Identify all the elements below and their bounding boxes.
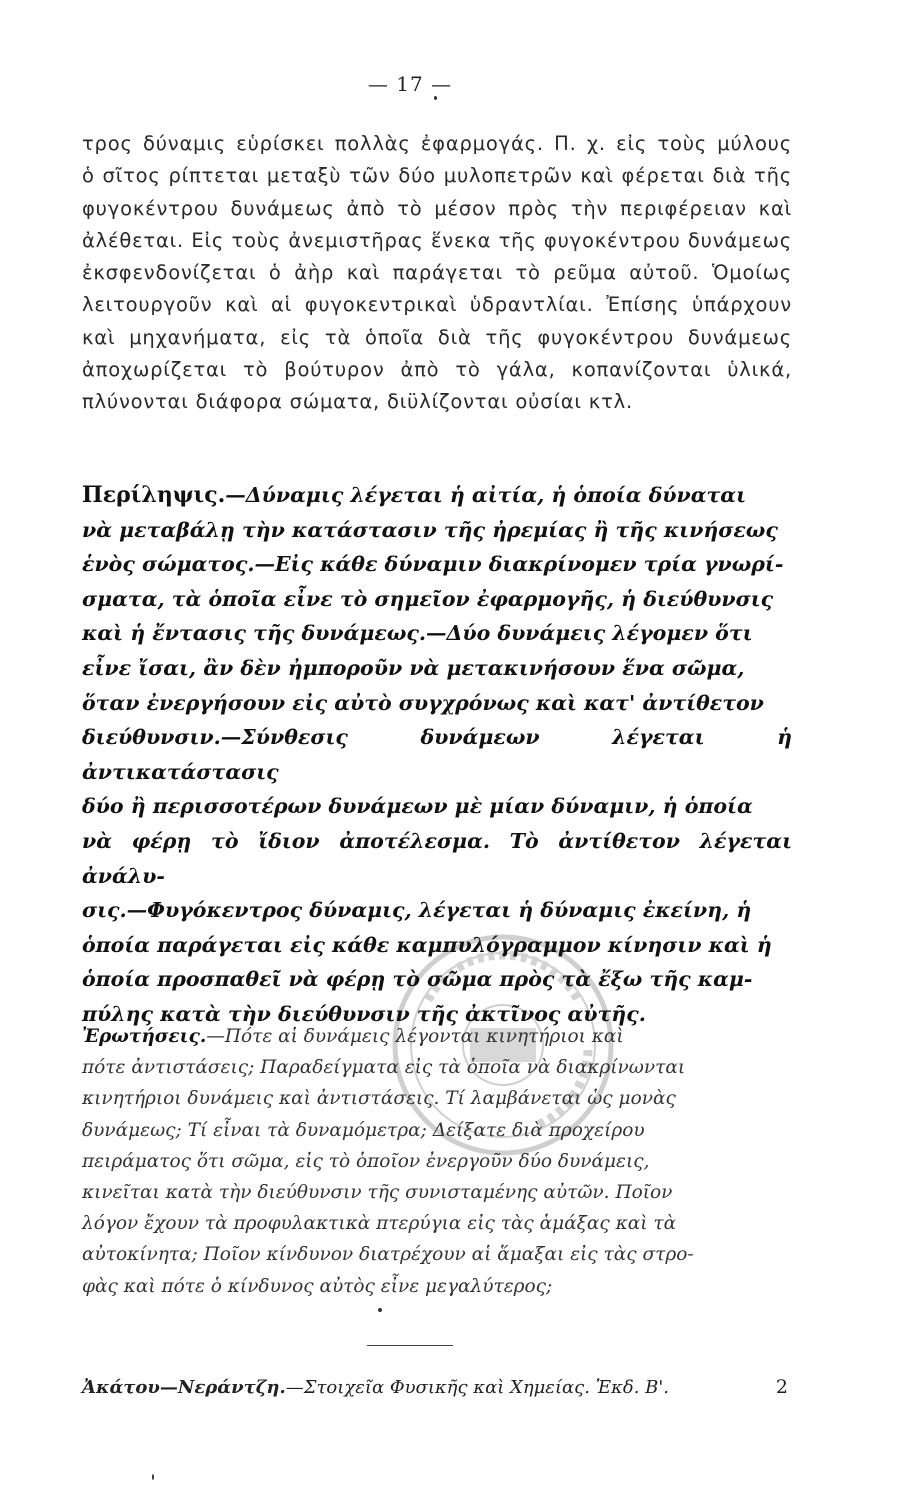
text-line: ὁποία προσπαθεῖ νὰ φέρῃ τὸ σῶμα πρὸς τὰ ἔξω τῆς καμ- [82, 967, 753, 992]
text-line: κινεῖται κατὰ τὴν διεύθυνσιν τῆς συνισταμένης αὐτῶν. Ποῖον [82, 1182, 673, 1204]
print-speck [378, 1308, 382, 1312]
sheet-number: 2 [775, 1376, 788, 1398]
text-line: κινητήριοι δυνάμεις καὶ ἀντιστάσεις. Τί λαμβάνεται ὡς μονὰς [82, 1088, 676, 1110]
summary-paragraph [82, 478, 792, 1032]
page-footer [82, 1376, 792, 1398]
text-line: ὁποία παράγεται εἰς κάθε καμπυλόγραμμον κίνησιν καὶ ἡ [82, 932, 772, 957]
text-fragment: —Πότε αἱ δυνάμεις λέγονται κινητήριοι καὶ [206, 1026, 624, 1047]
text-line: φὰς καὶ πότε ὁ κίνδυνος αὐτὸς εἶνε μεγαλύτερος; [82, 1275, 553, 1297]
text-line: ἐκσφενδονίζεται ὁ ἀὴρ καὶ παράγεται τὸ ρεῦμα αὐτοῦ. Ὁμοίως [82, 261, 792, 285]
text-line: ἀποχωρίζεται τὸ βούτυρον ἀπὸ τὸ γάλα, κοπανίζονται ὑλικά, [82, 358, 792, 382]
text-line: δυνάμεως; Τί εἶναι τὰ δυναμόμετρα; Δείξατε διὰ προχείρου [82, 1119, 645, 1141]
text-line: ὁ σῖτος ρίπτεται μεταξὺ τῶν δύο μυλοπετρῶν καὶ φέρεται διὰ τῆς [82, 164, 792, 188]
questions-paragraph [82, 1021, 792, 1302]
footer-citation [82, 1377, 669, 1398]
text-line: σις.—Φυγόκεντρος δύναμις, λέγεται ἡ δύναμις ἐκείνη, ἡ [82, 898, 752, 923]
text-line: λειτουργοῦν καὶ αἱ φυγοκεντρικαὶ ὑδραντλίαι. Ἐπίσης ὑπάρχουν [82, 293, 792, 317]
text-line: πότε ἀντιστάσεις; Παραδείγματα εἰς τὰ ὁποῖα νὰ διακρίνωνται [82, 1057, 686, 1079]
text-line: δύο ἢ περισσοτέρων δυνάμεων μὲ μίαν δύναμιν, ἡ ὁποία [82, 794, 753, 819]
text-line [82, 1021, 792, 1052]
text-line: φυγοκέντρου δυνάμεως ἀπὸ τὸ μέσον πρὸς τὴν περιφέρειαν καὶ [82, 196, 792, 220]
text-line: σματα, τὰ ὁποῖα εἶνε τὸ σημεῖον ἐφαρμογῆς, ἡ διεύθυνσις [82, 586, 774, 611]
text-line: τρος δύναμις εὑρίσκει πολλὰς ἐφαρμογάς. Π. χ. εἰς τοὺς μύλους [82, 132, 792, 155]
print-speck [434, 96, 437, 100]
text-line: πλύνονται διάφορα σώματα, διϋλίζονται οὐσίαι κτλ. [82, 390, 633, 414]
text-line: ὅταν ἐνεργήσουν εἰς αὐτὸ συγχρόνως καὶ κατ' ἀντίθετον [82, 690, 764, 715]
text-line: νὰ φέρῃ τὸ ἴδιον ἀποτέλεσμα. Τὸ ἀντίθετον λέγεται ἀνάλυ- [82, 828, 792, 888]
text-line: λόγον ἔχουν τὰ προφυλακτικὰ πτερύγια εἰς τὰς ἁμάξας καὶ τὰ [82, 1213, 677, 1235]
text-fragment: —Δύναμις λέγεται ἡ αἰτία, ἡ ὁποία δύναται [225, 483, 747, 507]
text-line [82, 478, 792, 513]
text-line: ἀλέθεται. Εἰς τοὺς ἀνεμιστῆρας ἕνεκα τῆς φυγοκέντρου δυνάμεως [82, 228, 792, 252]
footer-authors: Ἀκάτου—Νεράντζη. [82, 1377, 286, 1398]
text-line: ἑνὸς σώματος.—Εἰς κάθε δύναμιν διακρίνομεν τρία γνωρί- [82, 552, 784, 577]
footer-book-title: —Στοιχεῖα Φυσικῆς καὶ Χημείας. Ἐκδ. Β'. [285, 1377, 670, 1398]
questions-heading: Ἐρωτήσεις. [82, 1026, 207, 1047]
intro-paragraph [82, 128, 792, 419]
text-line: καὶ ἡ ἔντασις τῆς δυνάμεως.—Δύο δυνάμεις λέγομεν ὅτι [82, 621, 753, 646]
print-speck [152, 1474, 154, 1480]
text-line: καὶ μηχανήματα, εἰς τὰ ὁποῖα διὰ τῆς φυγοκέντρου δυνάμεως [82, 325, 792, 349]
text-line: διεύθυνσιν.—Σύνθεσις δυνάμεων λέγεται ἡ ἀντικατάστασις [82, 725, 792, 784]
page-number: — 17 — [367, 72, 453, 96]
text-line: εἶνε ἴσαι, ἂν δὲν ἠμποροῦν νὰ μετακινήσουν ἕνα σῶμα, [82, 655, 745, 680]
text-line: αὐτοκίνητα; Ποῖον κίνδυνον διατρέχουν αἱ ἅμαξαι εἰς τὰς στρο- [82, 1244, 694, 1266]
text-line: πειράματος ὅτι σῶμα, εἰς τὸ ὁποῖον ἐνεργοῦν δύο δυνάμεις, [82, 1150, 650, 1172]
text-line: νὰ μεταβάλῃ τὴν κατάστασιν τῆς ἠρεμίας ἢ τῆς κινήσεως [82, 517, 778, 542]
section-divider [367, 1345, 453, 1346]
text-line: πύλης κατὰ τὴν διεύθυνσιν τῆς ἀκτῖνος αὐτῆς. [82, 1001, 646, 1026]
summary-heading: Περίληψις. [82, 482, 226, 508]
